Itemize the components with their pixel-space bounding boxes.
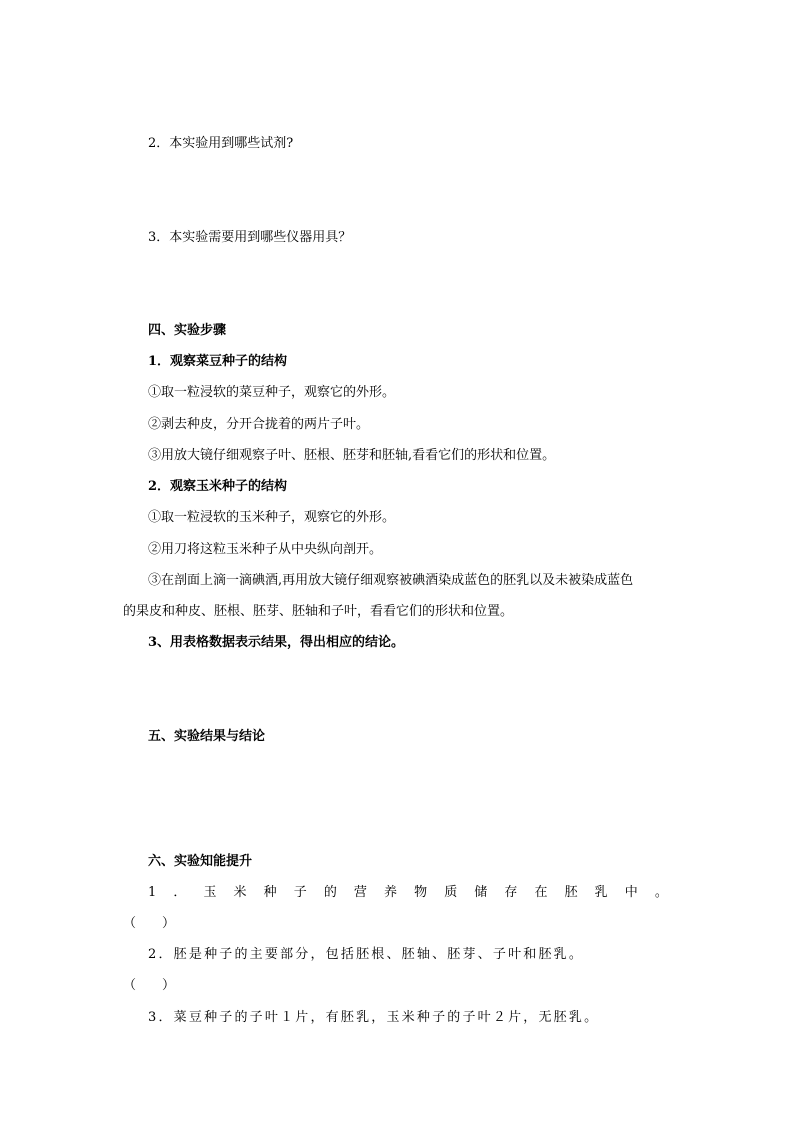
section-4-part-1-step-1: ①取一粒浸软的菜豆种子，观察它的外形。 — [148, 385, 396, 400]
item-1-char: 胚 — [564, 885, 578, 900]
section-4-part-1-step-2: ②剥去种皮，分开合拢着的两片子叶。 — [148, 417, 370, 432]
section-4-part-2-step-3-line-2: 的果皮和种皮、胚根、胚芽、胚轴和子叶，看看它们的形状和位置。 — [123, 604, 514, 619]
section-4-part-2-step-3-line-1: ③在剖面上滴一滴碘酒,再用放大镜仔细观察被碘酒染成蓝色的胚乳以及未被染成蓝色 — [148, 573, 634, 588]
section-6-item-3: 3．菜豆种子的子叶１片，有胚乳，玉米种子的子叶２片，无胚乳。 — [148, 1010, 600, 1025]
section-6-title: 六、实验知能提升 — [148, 854, 253, 869]
item-1-char: 乳 — [594, 885, 608, 900]
item-1-char: 物 — [414, 885, 428, 900]
section-6-item-2-answer-blank: （ ） — [123, 978, 176, 993]
item-1-char: 玉 — [203, 885, 217, 900]
section-4-part-2-step-1: ①取一粒浸软的玉米种子，观察它的外形。 — [148, 510, 396, 525]
section-4-title: 四、实验步骤 — [148, 323, 227, 338]
item-1-char: 营 — [353, 885, 367, 900]
item-1-char: 养 — [384, 885, 398, 900]
section-6-item-2: 2．胚是种子的主要部分，包括胚根、胚轴、胚芽、子叶和胚乳。 — [148, 947, 585, 962]
section-4-part-3: 3、用表格数据表示结果，得出相应的结论。 — [148, 635, 405, 650]
section-4-part-1-step-3: ③用放大镜仔细观察子叶、胚根、胚芽和胚轴,看看它们的形状和位置。 — [148, 448, 556, 463]
item-1-char: 1 — [148, 885, 157, 900]
item-1-char: 储 — [474, 885, 488, 900]
section-6-item-1-answer-blank: （ ） — [123, 916, 176, 931]
section-4-part-1-title: 1．观察菜豆种子的结构 — [148, 354, 288, 369]
item-1-char: 的 — [323, 885, 337, 900]
item-1-char: 在 — [534, 885, 548, 900]
item-1-char: 。 — [654, 885, 668, 900]
item-1-char: 种 — [263, 885, 277, 900]
question-2: 2．本实验用到哪些试剂? — [148, 136, 294, 151]
section-4-part-2-title: 2．观察玉米种子的结构 — [148, 479, 288, 494]
item-1-char: 中 — [624, 885, 638, 900]
section-5-title: 五、实验结果与结论 — [148, 729, 266, 744]
question-3: 3．本实验需要用到哪些仪器用具？ — [148, 230, 352, 245]
section-6-item-1 — [148, 884, 668, 902]
item-1-char: 存 — [504, 885, 518, 900]
item-1-char: ． — [173, 885, 187, 900]
item-1-char: 质 — [444, 885, 458, 900]
item-1-char: 子 — [293, 885, 307, 900]
item-1-char: 米 — [233, 885, 247, 900]
section-4-part-2-step-2: ②用刀将这粒玉米种子从中央纵向剖开。 — [148, 542, 383, 557]
